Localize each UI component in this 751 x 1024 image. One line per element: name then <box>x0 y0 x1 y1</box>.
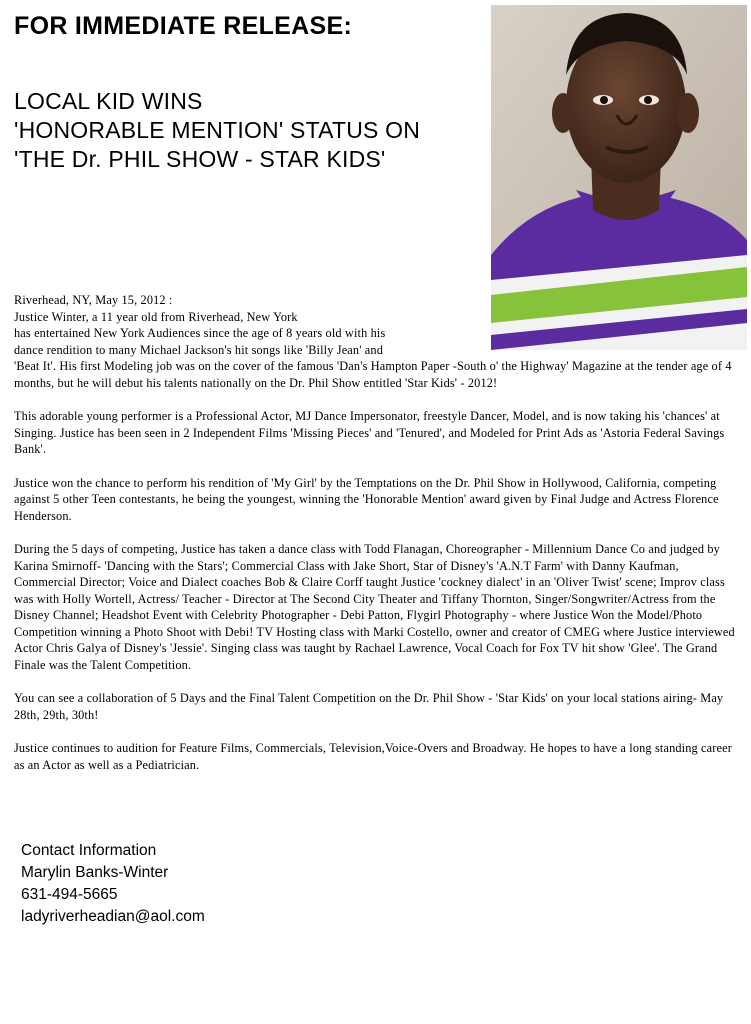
headline-line: LOCAL KID WINS <box>14 88 203 114</box>
contact-title: Contact Information <box>21 842 157 859</box>
intro-line: has entertained New York Audiences since the age of 8 years old with his <box>14 326 386 341</box>
dateline: Riverhead, NY, May 15, 2012 : <box>14 293 173 307</box>
contact-block <box>21 840 205 928</box>
headline <box>14 87 420 174</box>
release-label: FOR IMMEDIATE RELEASE: <box>14 12 353 40</box>
body-paragraph: Justice continues to audition for Feature Films, Commercials, Television,Voice-Overs and Broadway. He hopes to have a long standing career as an Actor as well as a Pediatrician. <box>14 741 732 772</box>
contact-email[interactable]: ladyriverheadian@aol.com <box>21 908 205 925</box>
contact-phone: 631-494-5665 <box>21 886 118 903</box>
headline-line: 'THE Dr. PHIL SHOW - STAR KIDS' <box>14 146 386 172</box>
headline-line: 'HONORABLE MENTION' STATUS ON <box>14 117 421 143</box>
body-paragraph: This adorable young performer is a Professional Actor, MJ Dance Impersonator, freestyle Dancer, Model, and is now taking his 'chances' at Singing. Justice has been seen in 2 Independent Films 'Missing Pieces' and 'Tenured', and Modeled for Print Ads as 'Astoria Federal Savings Bank'. <box>14 409 725 457</box>
contact-name: Marylin Banks-Winter <box>21 864 169 881</box>
body-paragraph: During the 5 days of competing, Justice has taken a dance class with Todd Flanagan, Choreographer - Millennium Dance Co and judged by Karina Smirnoff- 'Dancing with the Stars'; Commercial Class with Jake Short, Star of Disney's 'A.N.T Farm' with Danny Kaufman, Commercial Director; Voice and Dialect coaches Bob & Claire Corff taught Justice 'cockney dialect' in an 'Oliver Twist' scene; Improv class was with Holly Wortell, Actress/ Teacher - Director at The Second City Theater and Tiffany Thornton, Singer/Songwriter/Actress from the Disney Channel; Headshot Event with Celebrity Photographer - Debi Patton, Flygirl Photography - where Justice Won the Model/Photo Competition winning a Photo Shoot with Debi! TV Hosting class with Marki Costello, owner and creator of CMEG where Justice interviewed Actor Chris Galya of Disney's 'Jessie'. Singing class was taught by Rachael Lawrence, Vocal Coach for Fox TV hit show 'Glee'. The Grand Finale was the Talent Competition. <box>14 541 735 673</box>
intro-line: Justice Winter, a 11 year old from Riverhead, New York <box>14 309 298 324</box>
intro-paragraph: 'Beat It'. His first Modeling job was on the cover of the famous 'Dan's Hampton Paper -South o' the Highway' Magazine at the tender age of 4 months, but he will debut his talents nationally on the Dr. Phil Show entitled 'Star Kids' - 2012! <box>14 359 732 390</box>
intro-line: dance rendition to many Michael Jackson's hit songs like 'Billy Jean' and <box>14 342 384 357</box>
release-body <box>14 292 738 790</box>
body-paragraph: Justice won the chance to perform his rendition of 'My Girl' by the Temptations on the Dr. Phil Show in Hollywood, California, competing against 5 other Teen contestants, he being the youngest, winning the 'Honorable Mention' award given by Final Judge and Actress Florence Henderson. <box>14 475 719 523</box>
body-paragraph: You can see a collaboration of 5 Days and the Final Talent Competition on the Dr. Phil Show - 'Star Kids' on your local stations airing- May 28th, 29th, 30th! <box>14 691 724 722</box>
